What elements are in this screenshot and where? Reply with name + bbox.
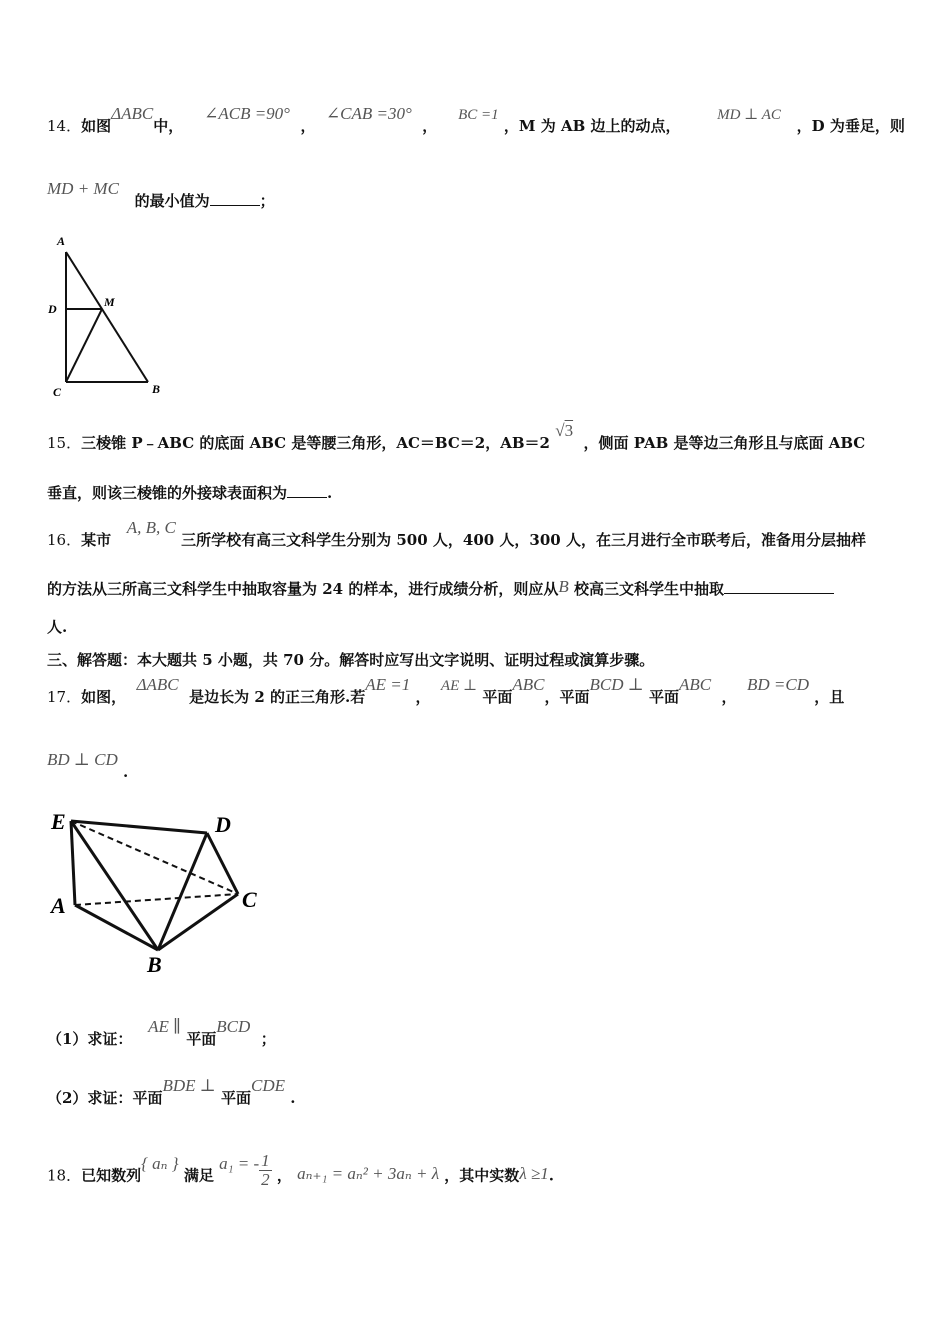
q17-part1: （1）求证： AE ∥ 平面BCD ； [47, 1017, 276, 1048]
math-schools-abc: A, B, C [126, 518, 176, 537]
q17-line2: BD ⊥ CD . [47, 750, 129, 781]
q17-part2: （2）求证：平面BDE ⊥ 平面CDE . [47, 1076, 296, 1107]
label-d: D [215, 812, 231, 837]
q17-figure-solid [45, 805, 275, 980]
q18-number: 18． [47, 1166, 82, 1185]
math-sqrt-3: √3 [555, 421, 574, 440]
label-c: C [53, 385, 62, 399]
math-school-b: B [558, 577, 569, 596]
math-plane-abc: ABC [512, 675, 545, 694]
q18-line1: 18．已知数列{ aₙ } 满足 a₁ = - $\frac{1}{2}$ ， aₙ₊₁ = aₙ² + 3aₙ + λ ，其中实数λ ≥1. [47, 1151, 554, 1189]
math-angle-cab: ∠CAB =30° [325, 104, 412, 123]
answer-blank[interactable] [287, 483, 327, 498]
math-md-perp-ac: MD ⊥ AC [717, 107, 781, 123]
q14-line1: 14．如图ΔABC中， ∠ACB =90° ， ∠CAB =30° ， BC =1 ，M 为 AB 边上的动点， MD ⊥ AC ，D 为垂足，则 [47, 104, 905, 135]
q16-line3: 人. [47, 618, 68, 636]
label-b: B [147, 952, 162, 977]
answer-blank[interactable] [210, 191, 260, 206]
label-a: A [57, 234, 66, 248]
q16-number: 16． [47, 531, 82, 549]
math-ae-eq-1: AE =1 [365, 675, 411, 694]
math-a1-eq: a₁ = - [219, 1153, 260, 1173]
label-b: B [152, 382, 161, 396]
label-a: A [51, 893, 66, 918]
math-bcd-perp: BCD ⊥ [589, 675, 644, 694]
label-d: D [48, 302, 57, 316]
math-bd-perp-cd: BD ⊥ CD [47, 750, 118, 769]
q14-number: 14． [47, 117, 82, 135]
math-md-plus-mc: MD + MC [47, 179, 119, 198]
math-bde-perp: BDE ⊥ [162, 1076, 216, 1095]
label-e: E [51, 809, 66, 834]
math-seq-an: { aₙ } [141, 1153, 179, 1173]
math-fraction-half: $\frac{1}{2}$ [261, 1151, 270, 1189]
q14-line2: MD + MC 的最小值为 ； [47, 179, 275, 210]
answer-blank[interactable] [724, 579, 834, 594]
math-lambda-ge-1: λ ≥1 [519, 1163, 549, 1183]
math-plane-cde: CDE [251, 1076, 285, 1095]
math-ae-parallel: AE ∥ [148, 1017, 181, 1036]
math-recurrence: aₙ₊₁ = aₙ² + 3aₙ + λ [297, 1163, 440, 1183]
q17-number: 17． [47, 688, 82, 706]
math-bc-eq: BC =1 [458, 107, 499, 123]
math-bd-eq-cd: BD =CD [747, 675, 810, 694]
math-plane-bcd: BCD [216, 1017, 251, 1036]
q15-line1: 15．三棱锥 P﹣ABC 的底面 ABC 是等腰三角形，AC＝BC＝2，AB＝2 √3 ，侧面 PAB 是等边三角形且与底面 ABC [47, 421, 866, 452]
math-ae-perp: AE ⊥ [440, 678, 478, 694]
section-3-heading: 三、解答题：本大题共 5 小题，共 70 分。解答时应写出文字说明、证明过程或演算步骤。 [47, 651, 655, 669]
math-triangle-abc: ΔABC [136, 675, 179, 694]
q15-number: 15． [47, 434, 82, 452]
q17-line1: 17．如图， ΔABC 是边长为 2 的正三角形.若AE =1 ， AE ⊥ 平面ABC，平面BCD ⊥ 平面ABC ， BD =CD ，且 [47, 675, 845, 706]
q16-line1: 16．某市 A, B, C 三所学校有高三文科学生分别为 500 人，400 人，300 人，在三月进行全市联考后，准备用分层抽样 [47, 518, 866, 549]
q14-figure-triangle [45, 232, 170, 402]
label-m: M [104, 295, 115, 309]
math-plane-abc: ABC [678, 675, 712, 694]
q15-line2: 垂直，则该三棱锥的外接球表面积为 . [47, 484, 333, 502]
q16-line2: 的方法从三所高三文科学生中抽取容量为 24 的样本，进行成绩分析，则应从B 校高三文科学生中抽取 [47, 578, 834, 599]
label-c: C [242, 887, 257, 912]
math-triangle-abc: ΔABC [111, 104, 154, 123]
math-angle-acb: ∠ACB =90° [204, 104, 290, 123]
